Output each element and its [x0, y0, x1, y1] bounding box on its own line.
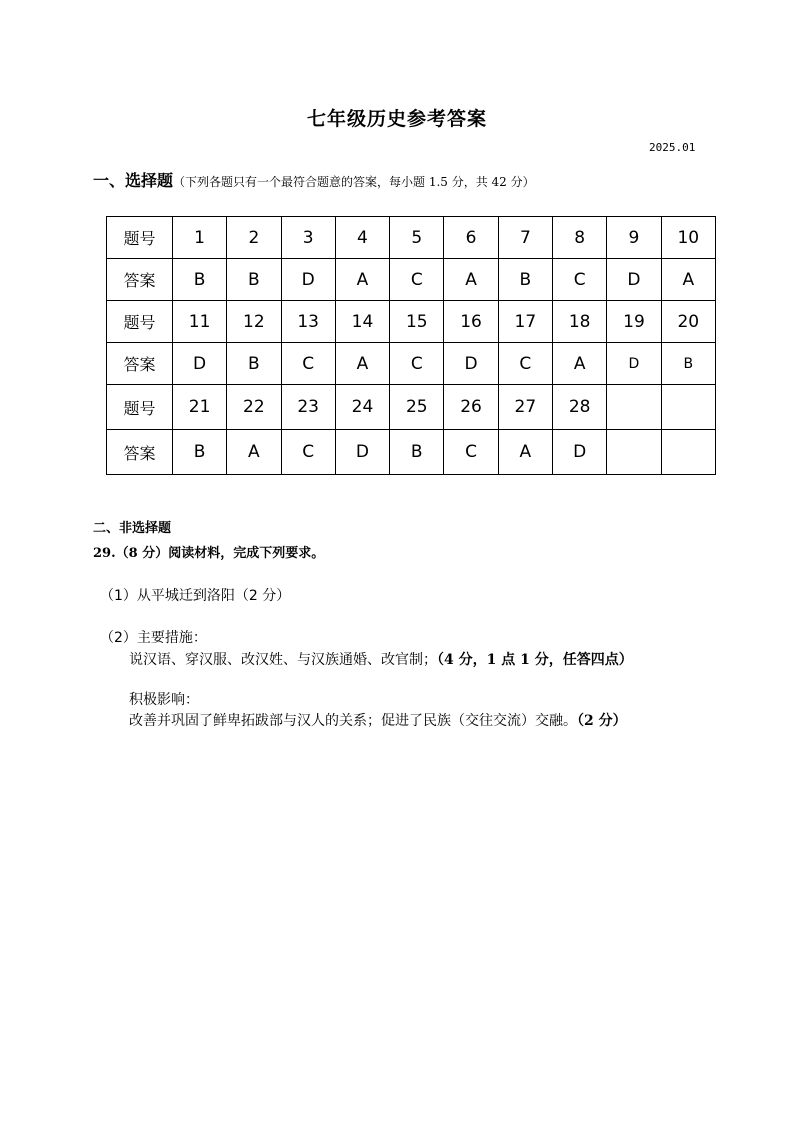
table-cell: 25 [390, 385, 444, 430]
table-cell: 27 [498, 385, 552, 430]
question-29: 29.（8 分）阅读材料，完成下列要求。 [93, 546, 325, 561]
table-cell: B [227, 343, 281, 385]
table-row [107, 430, 716, 475]
table-cell: C [444, 430, 498, 475]
row-label: 题号 [107, 217, 173, 259]
table-cell: D [281, 259, 335, 301]
table-cell: D [444, 343, 498, 385]
row-label: 答案 [107, 430, 173, 475]
table-cell: 1 [172, 217, 226, 259]
table-cell: 6 [444, 217, 498, 259]
table-cell: B [227, 259, 281, 301]
table-cell: 24 [335, 385, 389, 430]
table-row [107, 343, 716, 385]
table-cell: 18 [553, 301, 607, 343]
section1-heading: 一、选择题 [93, 171, 174, 190]
table-cell: A [444, 259, 498, 301]
table-cell: 14 [335, 301, 389, 343]
table-cell [661, 430, 715, 475]
table-row [107, 259, 716, 301]
table-cell: 15 [390, 301, 444, 343]
table-row [107, 301, 716, 343]
section2-heading: 二、非选择题 [93, 521, 172, 536]
part3-content: 改善并巩固了鲜卑拓跋部与汉人的关系；促进了民族（交往交流）交融。 [129, 713, 577, 729]
part2-content: 说汉语、穿汉服、改汉姓、与汉族通婚、改官制； [129, 652, 437, 668]
table-cell: A [227, 430, 281, 475]
date-label: 2025.01 [649, 141, 696, 154]
table-cell: A [335, 259, 389, 301]
table-cell: 16 [444, 301, 498, 343]
table-cell [607, 430, 661, 475]
table-cell: A [498, 430, 552, 475]
table-cell [607, 385, 661, 430]
table-cell: 8 [553, 217, 607, 259]
answer-part2-text [129, 649, 633, 669]
table-cell: 28 [553, 385, 607, 430]
table-cell: D [607, 259, 661, 301]
table-cell: 21 [172, 385, 226, 430]
table-cell: A [553, 343, 607, 385]
table-cell: C [390, 343, 444, 385]
section1-header [93, 168, 535, 191]
table-cell: 5 [390, 217, 444, 259]
table-cell: D [553, 430, 607, 475]
table-cell: 20 [661, 301, 715, 343]
table-cell [661, 385, 715, 430]
table-cell: D [607, 343, 661, 385]
table-cell: 26 [444, 385, 498, 430]
table-row [107, 385, 716, 430]
answer-part2-label: （2）主要措施： [100, 630, 207, 646]
table-cell: C [390, 259, 444, 301]
answer-part3-label: 积极影响： [129, 692, 199, 708]
answer-part1: （1）从平城迁到洛阳（2 分） [100, 588, 291, 604]
table-cell: 3 [281, 217, 335, 259]
page-title: 七年级历史参考答案 [306, 108, 487, 130]
part2-score: （4 分，1 点 1 分，任答四点） [437, 652, 633, 668]
table-cell: 17 [498, 301, 552, 343]
section1-note: （下列各题只有一个最符合题意的答案，每小题 1.5 分，共 42 分） [173, 175, 535, 189]
table-cell: C [281, 343, 335, 385]
row-label: 题号 [107, 301, 173, 343]
table-cell: 11 [172, 301, 226, 343]
table-cell: C [498, 343, 552, 385]
table-cell: B [661, 343, 715, 385]
table-cell: A [335, 343, 389, 385]
row-label: 答案 [107, 259, 173, 301]
table-cell: B [172, 430, 226, 475]
table-cell: 7 [498, 217, 552, 259]
table-cell: 2 [227, 217, 281, 259]
answer-part3-text [129, 710, 627, 730]
part3-score: （2 分） [577, 713, 627, 729]
row-label: 答案 [107, 343, 173, 385]
table-cell: B [172, 259, 226, 301]
table-cell: C [281, 430, 335, 475]
row-label: 题号 [107, 385, 173, 430]
table-cell: D [172, 343, 226, 385]
table-cell: 9 [607, 217, 661, 259]
answer-table [106, 216, 716, 475]
table-cell: C [553, 259, 607, 301]
table-cell: 4 [335, 217, 389, 259]
table-cell: 22 [227, 385, 281, 430]
table-cell: B [498, 259, 552, 301]
table-cell: 23 [281, 385, 335, 430]
table-cell: 19 [607, 301, 661, 343]
table-cell: 12 [227, 301, 281, 343]
table-cell: 10 [661, 217, 715, 259]
table-cell: D [335, 430, 389, 475]
table-cell: 13 [281, 301, 335, 343]
table-cell: B [390, 430, 444, 475]
table-cell: A [661, 259, 715, 301]
table-row [107, 217, 716, 259]
